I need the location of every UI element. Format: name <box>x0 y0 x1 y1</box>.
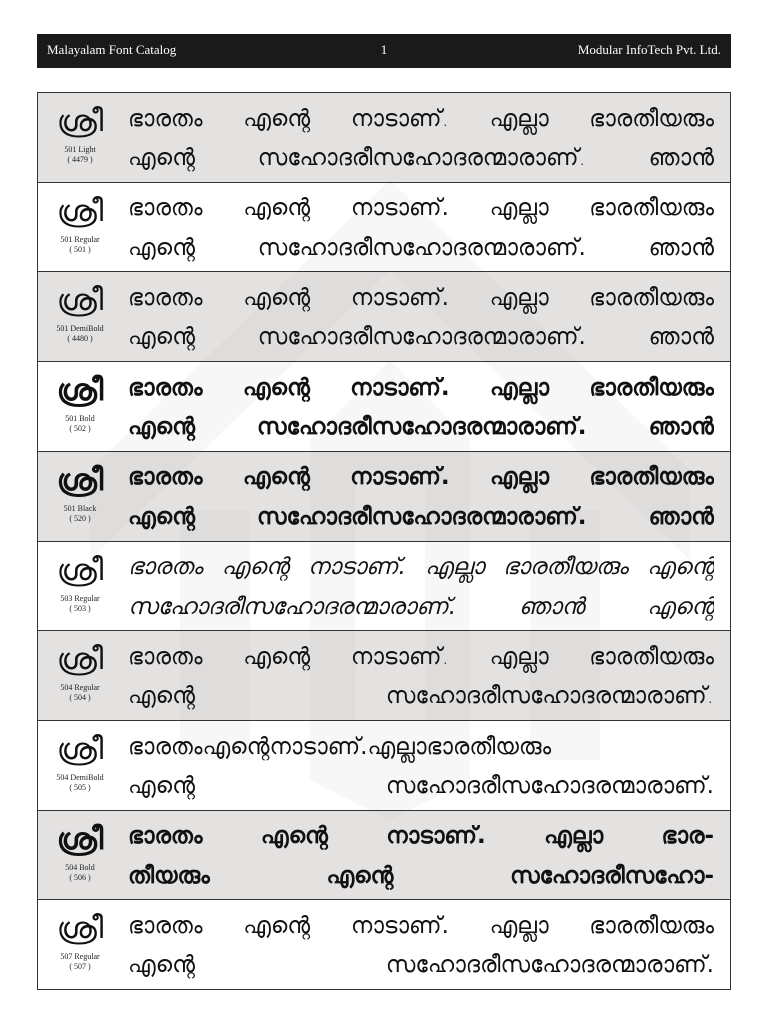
sample-line-2: സഹോദരീസഹോദരന്മാരാണ്. ഞാൻ എന്റെ <box>128 593 714 620</box>
sample-glyph: ശ്രീ <box>56 193 104 229</box>
font-row <box>38 362 730 452</box>
sample-line-2: എന്റെ സഹോദരീസഹോദരന്മാരാണ്. ഞാൻ <box>128 324 714 351</box>
sample-glyph: ശ്രീ <box>56 283 104 319</box>
sample-glyph: ശ്രീ <box>56 821 104 857</box>
font-row <box>38 631 730 721</box>
font-code: ( 505 ) <box>69 782 91 792</box>
sample-glyph: ശ്രീ <box>56 462 104 498</box>
font-row <box>38 721 730 811</box>
sample-line-1: ഭാരതം എന്റെ നാടാണ്. എല്ലാ ഭാരതീയരും <box>128 643 714 670</box>
font-label <box>38 542 122 631</box>
font-code: ( 506 ) <box>69 872 91 882</box>
font-label <box>38 452 122 541</box>
font-row <box>38 93 730 183</box>
sample-line-1: ഭാരതം എന്റെ നാടാണ്. എല്ലാ ഭാരതീയരും <box>128 285 714 312</box>
font-name: 504 DemiBold <box>56 772 104 782</box>
font-label <box>38 183 122 272</box>
font-code: ( 501 ) <box>69 244 91 254</box>
sample-line-1: ഭാരതം എന്റെ നാടാണ്. എല്ലാ ഭാര- <box>128 823 714 850</box>
font-label <box>38 721 122 810</box>
font-row <box>38 183 730 273</box>
font-label <box>38 272 122 361</box>
sample-line-1: ഭാരതം എന്റെ നാടാണ്. എല്ലാ ഭാരതീയരും <box>128 464 714 491</box>
font-code: ( 4479 ) <box>67 155 93 164</box>
sample-line-2: എന്റെ സഹോദരീസഹോദരന്മാരാണ്. ഞാൻ <box>128 145 714 172</box>
font-label <box>38 811 122 900</box>
sample-text <box>122 452 730 541</box>
sample-text <box>122 631 730 720</box>
sample-text <box>122 93 730 182</box>
font-code: ( 520 ) <box>69 513 91 523</box>
sample-line-2: എന്റെ സഹോദരീസഹോദരന്മാരാണ്. <box>128 683 714 710</box>
sample-glyph: ശ്രീ <box>56 642 104 678</box>
sample-text <box>122 362 730 451</box>
font-name: 501 Bold <box>65 414 95 424</box>
font-row <box>38 900 730 989</box>
sample-glyph: ശ്രീ <box>56 552 104 588</box>
sample-line-2: എന്റെ സഹോദരീസഹോദരന്മാരാണ്. <box>128 772 714 799</box>
sample-line-1: ഭാരതം എന്റെ നാടാണ്. എല്ലാ ഭാരതീയരും <box>128 105 714 132</box>
sample-line-2: എന്റെ സഹോദരീസഹോദരന്മാരാണ്. <box>128 952 714 979</box>
sample-line-1: ഭാരതംഎന്റെനാടാണ്.എല്ലാഭാരതീയരും <box>128 733 552 760</box>
font-label <box>38 362 122 451</box>
sample-text <box>122 542 730 631</box>
sample-text <box>122 183 730 272</box>
font-code: ( 502 ) <box>69 424 91 434</box>
sample-text <box>122 721 730 810</box>
sample-glyph: ശ്രീ <box>56 104 104 139</box>
font-name: 501 Light <box>64 145 96 154</box>
font-row <box>38 542 730 632</box>
sample-line-1: ഭാരതം എന്റെ നാടാണ്. എല്ലാ ഭാരതീയരും <box>128 195 714 222</box>
sample-line-1: ഭാരതം എന്റെ നാടാണ്. എല്ലാ ഭാരതീയരും എന്റെ <box>128 554 714 581</box>
font-name: 501 DemiBold <box>56 324 104 334</box>
page-number: 1 <box>380 42 388 57</box>
sample-text <box>122 900 730 989</box>
font-code: ( 4480 ) <box>67 334 93 344</box>
page-header <box>37 34 731 68</box>
font-code: ( 503 ) <box>69 603 91 613</box>
catalog-title: Malayalam Font Catalog <box>47 42 177 57</box>
font-code: ( 504 ) <box>69 693 91 703</box>
font-label <box>38 631 122 720</box>
sample-glyph: ശ്രീ <box>56 373 104 409</box>
sample-text <box>122 272 730 361</box>
font-name: 504 Bold <box>65 862 95 872</box>
font-row <box>38 811 730 901</box>
font-row <box>38 272 730 362</box>
font-catalog-table <box>37 92 731 990</box>
sample-line-2: തീയരും എന്റെ സഹോദരീസഹോ- <box>128 862 714 889</box>
font-label <box>38 900 122 989</box>
sample-line-2: എന്റെ സഹോദരീസഹോദരന്മാരാണ്. ഞാൻ <box>128 503 714 530</box>
sample-line-1: ഭാരതം എന്റെ നാടാണ്. എല്ലാ ഭാരതീയരും <box>128 913 714 939</box>
font-name: 501 Black <box>63 503 97 513</box>
sample-glyph: ശ്രീ <box>56 911 104 947</box>
font-row <box>38 452 730 542</box>
font-name: 503 Regular <box>60 593 100 603</box>
font-code: ( 507 ) <box>69 962 91 972</box>
font-name: 507 Regular <box>60 952 100 962</box>
sample-line-1: ഭാരതം എന്റെ നാടാണ്. എല്ലാ ഭാരതീയരും <box>128 374 714 401</box>
company-name: Modular InfoTech Pvt. Ltd. <box>577 42 721 57</box>
sample-text <box>122 811 730 900</box>
font-name: 504 Regular <box>60 683 100 693</box>
sample-line-2: എന്റെ സഹോദരീസഹോദരന്മാരാണ്. ഞാൻ <box>128 234 714 261</box>
font-label <box>38 93 122 182</box>
sample-glyph: ശ്രീ <box>56 731 104 767</box>
font-name: 501 Regular <box>60 234 100 244</box>
sample-line-2: എന്റെ സഹോദരീസഹോദരന്മാരാണ്. ഞാൻ <box>128 414 714 441</box>
